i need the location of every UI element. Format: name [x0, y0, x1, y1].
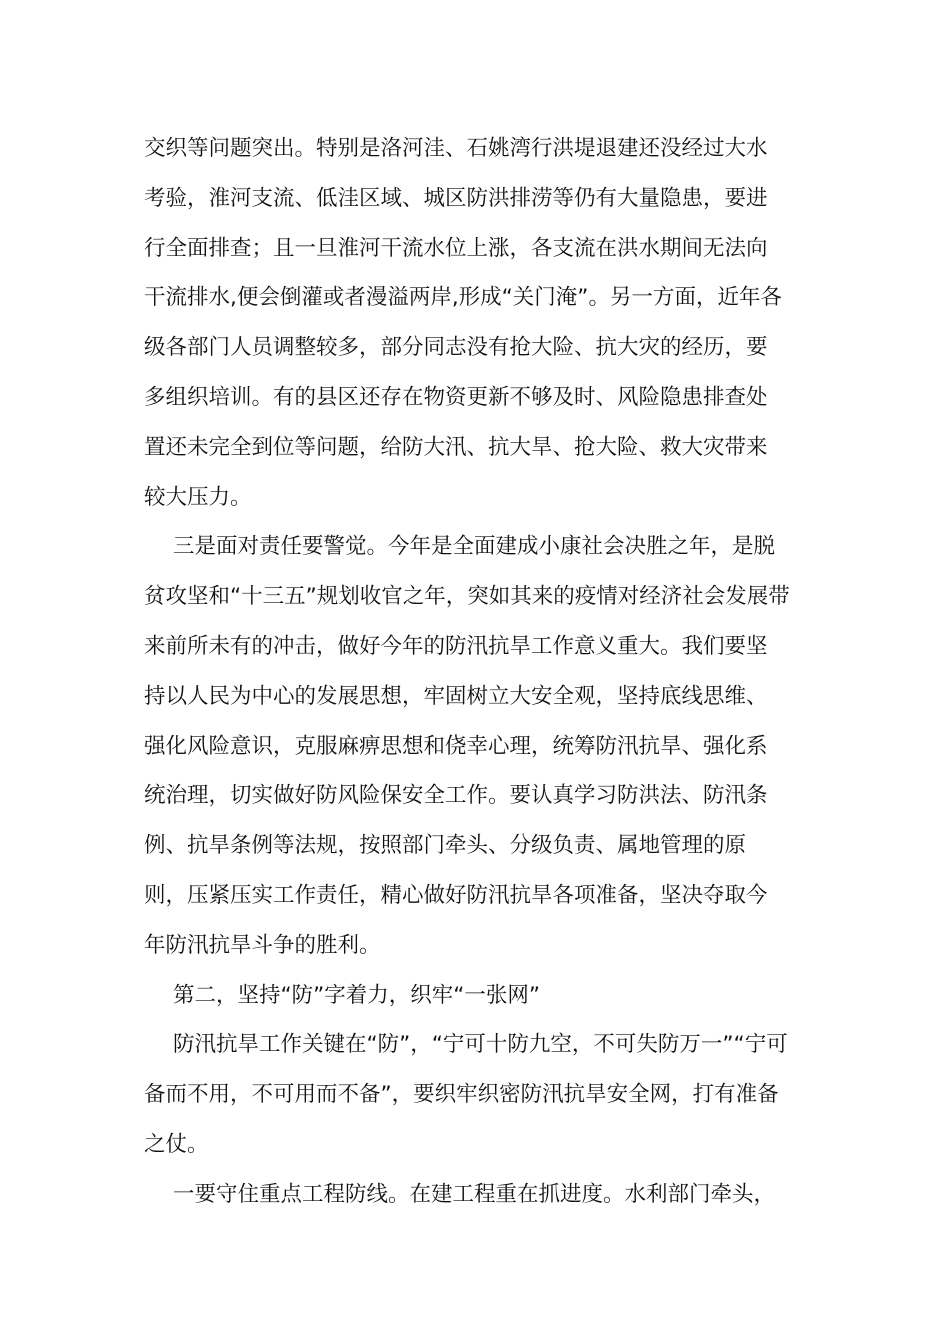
text-line: 年防汛抗旱斗争的胜利。: [144, 932, 381, 958]
text-line: 例、抗旱条例等法规，按照部门牵头、分级负责、属地管理的原: [144, 833, 747, 859]
document-page: [144, 124, 808, 1220]
text-line: 持以人民为中心的发展思想，牢固树立大安全观，坚持底线思维、: [144, 683, 768, 709]
text-line: 第二，坚持“防”字着力，织牢“一张网”: [173, 982, 541, 1008]
text-line: 贫攻坚和“十三五”规划收官之年，突如其来的疫情对经济社会发展带: [144, 584, 790, 610]
text-line: 一要守住重点工程防线。在建工程重在抓进度。水利部门牵头，: [173, 1181, 776, 1207]
text-line: 备而不用，不可用而不备”，要织牢织密防汛抗旱安全网，打有准备: [144, 1082, 779, 1108]
text-line: 置还未完全到位等问题，给防大汛、抗大旱、抢大险、救大灾带来: [144, 434, 768, 460]
text-line: 防汛抗旱工作关键在“防”，“宁可十防九空，不可失防万一”“宁可: [173, 1032, 788, 1058]
text-line: 多组织培训。有的县区还存在物资更新不够及时、风险隐患排查处: [144, 384, 768, 410]
text-line: 来前所未有的冲击，做好今年的防汛抗旱工作意义重大。我们要坚: [144, 633, 768, 659]
text-line: 交织等问题突出。特别是洛河洼、石姚湾行洪堤退建还没经过大水: [144, 136, 768, 161]
text-line: 统治理，切实做好防风险保安全工作。要认真学习防洪法、防汛条: [144, 783, 768, 809]
text-line: 三是面对责任要警觉。今年是全面建成小康社会决胜之年，是脱: [173, 534, 776, 560]
text-line: 干流排水,便会倒灌或者漫溢两岸,形成“关门淹”。另一方面，近年各: [144, 285, 782, 311]
text-line: 级各部门人员调整较多，部分同志没有抢大险、抗大灾的经历，要: [144, 335, 768, 361]
text-line: 则，压紧压实工作责任，精心做好防汛抗旱各项准备，坚决夺取今: [144, 882, 768, 908]
text-line: 强化风险意识，克服麻痹思想和侥幸心理，统筹防汛抗旱、强化系: [144, 733, 768, 759]
text-line: 较大压力。: [144, 484, 252, 510]
text-line: 之仗。: [144, 1131, 209, 1157]
text-line: 考验，淮河支流、低洼区域、城区防洪排涝等仍有大量隐患，要进: [144, 185, 768, 211]
text-line: 行全面排查；且一旦淮河干流水位上涨，各支流在洪水期间无法向: [144, 235, 768, 261]
